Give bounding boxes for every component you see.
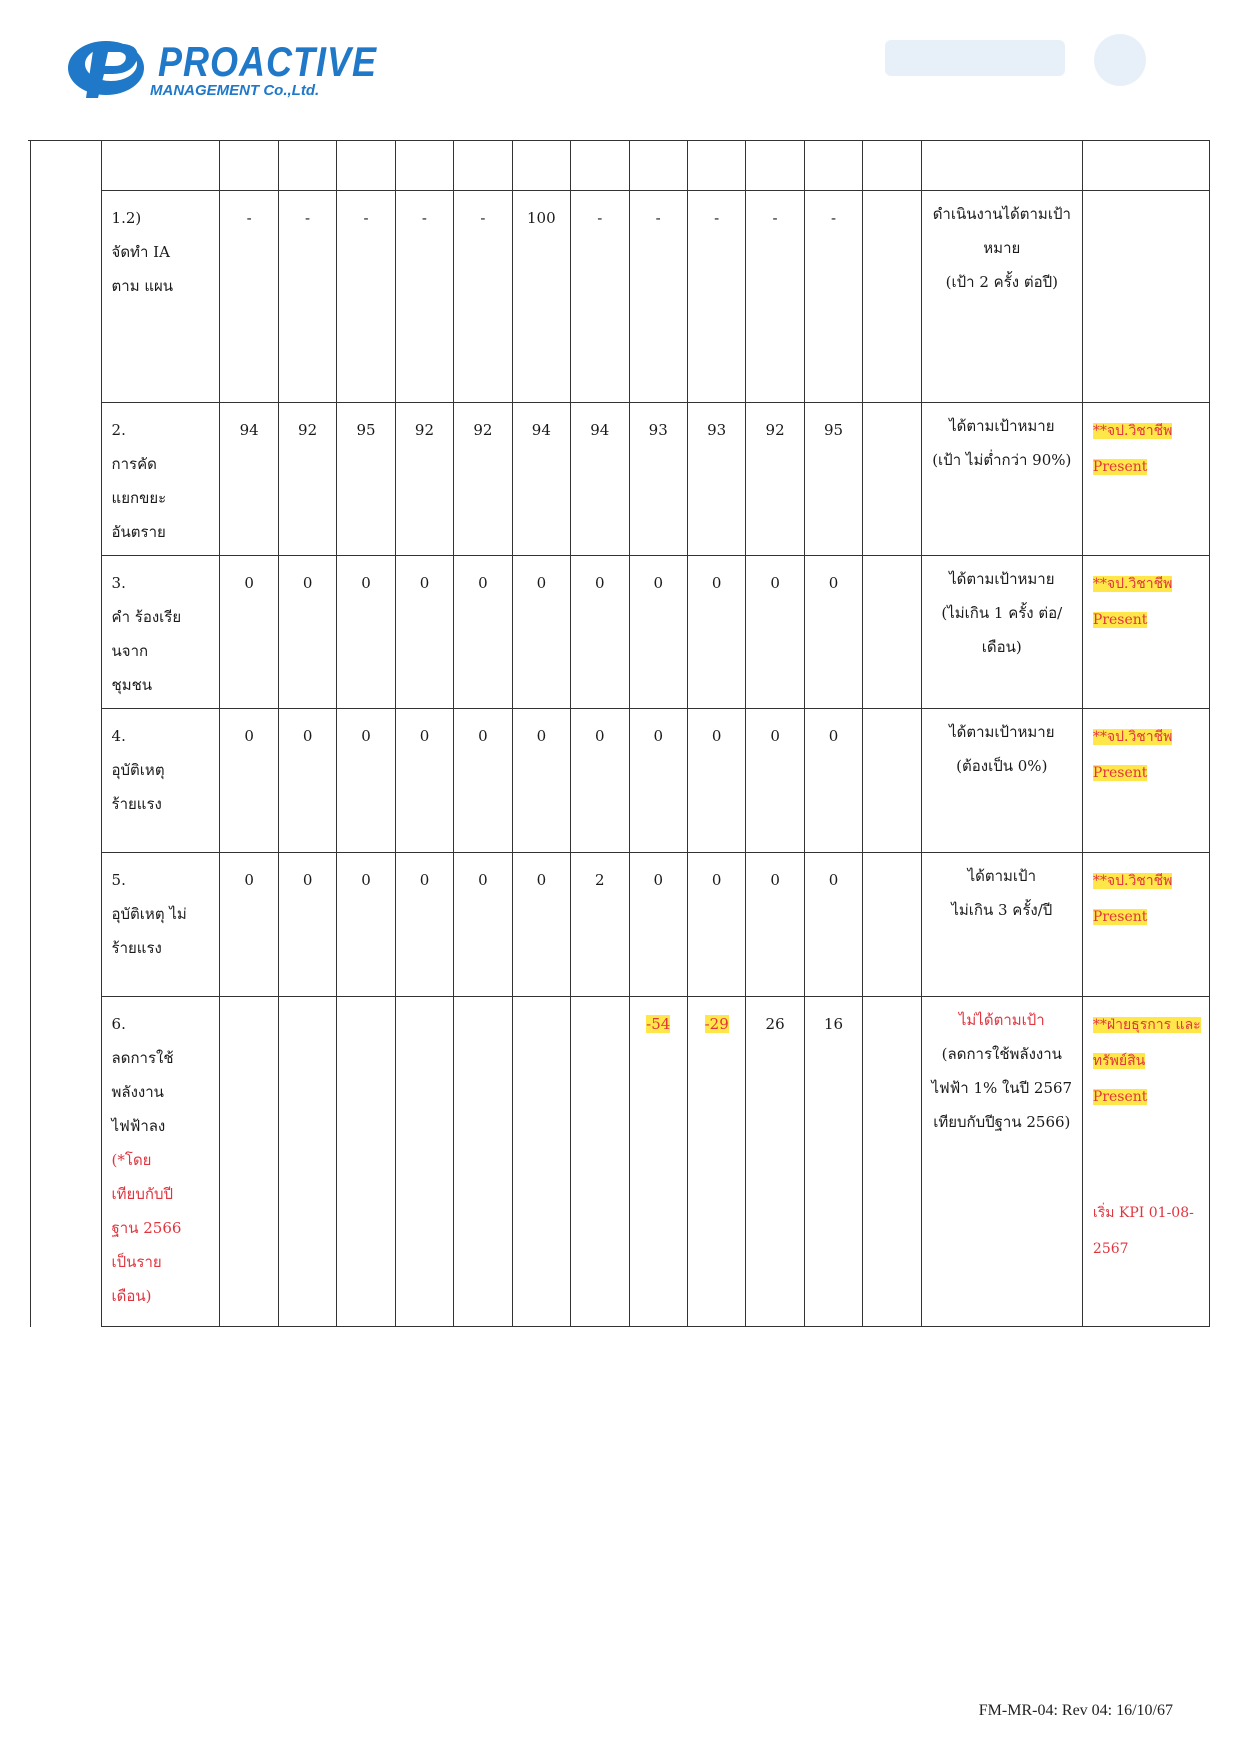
month-value: -: [687, 191, 745, 403]
month-value: 100: [512, 191, 570, 403]
target-cell: [921, 556, 1082, 709]
month-value: 0: [746, 556, 804, 709]
target-cell: [921, 997, 1082, 1327]
month-value: 0: [571, 556, 629, 709]
month-value: [571, 997, 629, 1327]
month-value: 0: [278, 853, 336, 997]
owner-cell: [1082, 997, 1209, 1327]
target-status: ได้ตามเป้า: [967, 867, 1036, 885]
kpi-number: 3.: [111, 574, 126, 592]
month-value: 94: [512, 403, 570, 556]
month-value: [512, 997, 570, 1327]
month-value: 26: [746, 997, 804, 1327]
watermark-logo-icon: [885, 30, 1165, 90]
month-value: -: [337, 191, 395, 403]
month-value: 0: [746, 709, 804, 853]
kpi-number: 2.: [111, 421, 126, 439]
owner-label: **จป.วิชาชีพ: [1092, 729, 1173, 745]
month-value: 0: [804, 556, 862, 709]
table-row: [31, 853, 1210, 997]
target-detail: (ต้องเป็น 0%): [956, 757, 1048, 775]
month-value: 0: [395, 556, 453, 709]
table-cell: [220, 141, 278, 191]
target-status: ไม่ได้ตามเป้า: [958, 1011, 1045, 1029]
month-value: 0: [337, 556, 395, 709]
table-cell: [31, 709, 102, 853]
table-cell: [863, 556, 921, 709]
month-value: 0: [395, 709, 453, 853]
month-value: 0: [512, 853, 570, 997]
owner-label: **จป.วิชาชีพ: [1092, 423, 1173, 439]
month-value: 0: [454, 556, 512, 709]
month-value: 0: [746, 853, 804, 997]
owner-cell: [1082, 853, 1209, 997]
target-status: ได้ตามเป้าหมาย: [949, 723, 1055, 741]
table-row: [31, 556, 1210, 709]
month-value: -: [220, 191, 278, 403]
kpi-item-cell: [101, 997, 220, 1327]
table-cell: [863, 853, 921, 997]
month-value: 0: [687, 709, 745, 853]
table-cell: [31, 191, 102, 403]
month-value: [278, 997, 336, 1327]
owner-cell: [1082, 191, 1209, 403]
month-value: 0: [278, 709, 336, 853]
table-cell: [31, 556, 102, 709]
table-cell: [1082, 141, 1209, 191]
month-value: 0: [571, 709, 629, 853]
month-value: -: [629, 191, 687, 403]
kpi-name: คำ ร้องเรีย นจาก ชุมชน: [111, 608, 182, 694]
present-label: Present: [1092, 612, 1148, 628]
month-value: [395, 997, 453, 1327]
owner-cell: [1082, 403, 1209, 556]
month-value: 0: [512, 709, 570, 853]
table-cell: [863, 403, 921, 556]
table-cell: [31, 853, 102, 997]
table-cell: [863, 191, 921, 403]
target-cell: [921, 403, 1082, 556]
owner-label: **จป.วิชาชีพ: [1092, 576, 1173, 592]
month-value: 0: [220, 853, 278, 997]
table-cell: [31, 997, 102, 1327]
month-value: 92: [395, 403, 453, 556]
month-value: 0: [337, 853, 395, 997]
table-cell: [395, 141, 453, 191]
kpi-item-cell: [101, 709, 220, 853]
month-value: -: [278, 191, 336, 403]
month-value: 92: [746, 403, 804, 556]
kpi-table: [30, 140, 1210, 1327]
table-cell: [687, 141, 745, 191]
company-logo: [66, 30, 378, 108]
table-cell: [863, 709, 921, 853]
table-cell: [863, 141, 921, 191]
target-status: ได้ตามเป้าหมาย: [949, 417, 1055, 435]
table-cell: [629, 141, 687, 191]
table-cell: [804, 141, 862, 191]
month-value: [337, 997, 395, 1327]
kpi-item-cell: [101, 191, 220, 403]
proactive-p-logo-icon: [66, 30, 154, 102]
table-cell: [31, 403, 102, 556]
kpi-item-cell: [101, 556, 220, 709]
month-value: 94: [220, 403, 278, 556]
month-value: 2: [571, 853, 629, 997]
month-value: 0: [395, 853, 453, 997]
present-label: Present: [1092, 459, 1148, 475]
month-value: -: [454, 191, 512, 403]
kpi-number: 1.2): [111, 209, 142, 227]
kpi-number: 4.: [111, 727, 126, 745]
month-value: 0: [629, 709, 687, 853]
month-value: -: [804, 191, 862, 403]
target-status: ได้ตามเป้าหมาย: [949, 570, 1055, 588]
kpi-item-cell: [101, 853, 220, 997]
target-detail: (ลดการใช้พลังงาน ไฟฟ้า 1% ในปี 2567 เทียบกับปีฐาน 2566): [931, 1045, 1073, 1131]
target-cell: [921, 191, 1082, 403]
month-value: -: [571, 191, 629, 403]
month-value: 0: [629, 853, 687, 997]
target-detail: ไม่เกิน 3 ครั้ง/ปี: [951, 901, 1053, 919]
month-value: 0: [629, 556, 687, 709]
month-value: 0: [454, 709, 512, 853]
kpi-name: อุบัติเหตุ ไม่ร้ายแรง: [111, 905, 187, 957]
month-value: 0: [454, 853, 512, 997]
month-value: 0: [804, 709, 862, 853]
month-value: 93: [629, 403, 687, 556]
month-value: 0: [512, 556, 570, 709]
present-label: Present: [1092, 909, 1148, 925]
table-row: [31, 997, 1210, 1327]
target-detail: (เป้า ไม่ต่ำกว่า 90%): [932, 451, 1072, 469]
table-cell: [746, 141, 804, 191]
present-label: Present: [1092, 1089, 1148, 1105]
table-header-row: [31, 141, 1210, 191]
month-value-highlighted: -54: [629, 997, 687, 1327]
month-value: -: [746, 191, 804, 403]
month-value: 0: [804, 853, 862, 997]
table-cell: [863, 997, 921, 1327]
month-value: 0: [278, 556, 336, 709]
table-cell: [278, 141, 336, 191]
table-row: [31, 709, 1210, 853]
month-value: [454, 997, 512, 1327]
kpi-name: ลดการใช้ พลังงาน ไฟฟ้าลง: [111, 1049, 174, 1135]
table-cell: [101, 141, 220, 191]
table-cell: [921, 141, 1082, 191]
kpi-name: อุบัติเหตุ ร้ายแรง: [111, 761, 165, 813]
month-value: 16: [804, 997, 862, 1327]
table-cell: [571, 141, 629, 191]
kpi-name: การคัด แยกขยะ อันตราย: [111, 455, 167, 541]
logo-name: PROACTIVE: [158, 38, 378, 86]
kpi-start-note: เริ่ม KPI 01-08-2567: [1092, 1205, 1194, 1257]
month-value: 0: [337, 709, 395, 853]
month-value: 92: [278, 403, 336, 556]
target-detail: (ไม่เกิน 1 ครั้ง ต่อ/เดือน): [941, 604, 1063, 656]
owner-cell: [1082, 709, 1209, 853]
table-cell: [512, 141, 570, 191]
kpi-note: (*โดย เทียบกับปี ฐาน 2566 เป็นราย เดือน): [111, 1151, 182, 1305]
target-detail: (เป้า 2 ครั้ง ต่อปี): [945, 273, 1058, 291]
month-value: 0: [220, 709, 278, 853]
logo-subtitle: MANAGEMENT Co.,Ltd.: [150, 82, 320, 99]
kpi-item-cell: [101, 403, 220, 556]
target-cell: [921, 709, 1082, 853]
table-cell: [31, 141, 102, 191]
target-status: ดำเนินงานได้ตามเป้าหมาย: [932, 205, 1071, 257]
kpi-name: จัดทำ IA ตาม แผน: [111, 243, 174, 295]
month-value: 0: [687, 853, 745, 997]
month-value: 0: [220, 556, 278, 709]
month-value-highlighted: -29: [687, 997, 745, 1327]
owner-cell: [1082, 556, 1209, 709]
month-value: 92: [454, 403, 512, 556]
present-label: Present: [1092, 765, 1148, 781]
owner-label: **ฝ่ายธุรการ และทรัพย์สิน: [1092, 1017, 1201, 1069]
month-value: 93: [687, 403, 745, 556]
month-value: 95: [337, 403, 395, 556]
kpi-number: 5.: [111, 871, 126, 889]
owner-label: **จป.วิชาชีพ: [1092, 873, 1173, 889]
month-value: -: [395, 191, 453, 403]
month-value: 0: [687, 556, 745, 709]
table-row: [31, 191, 1210, 403]
table-row: [31, 403, 1210, 556]
target-cell: [921, 853, 1082, 997]
form-reference-footer: FM-MR-04: Rev 04: 16/10/67: [978, 1702, 1173, 1719]
table-cell: [454, 141, 512, 191]
month-value: 95: [804, 403, 862, 556]
month-value: 94: [571, 403, 629, 556]
kpi-number: 6.: [111, 1015, 126, 1033]
table-cell: [337, 141, 395, 191]
month-value: [220, 997, 278, 1327]
